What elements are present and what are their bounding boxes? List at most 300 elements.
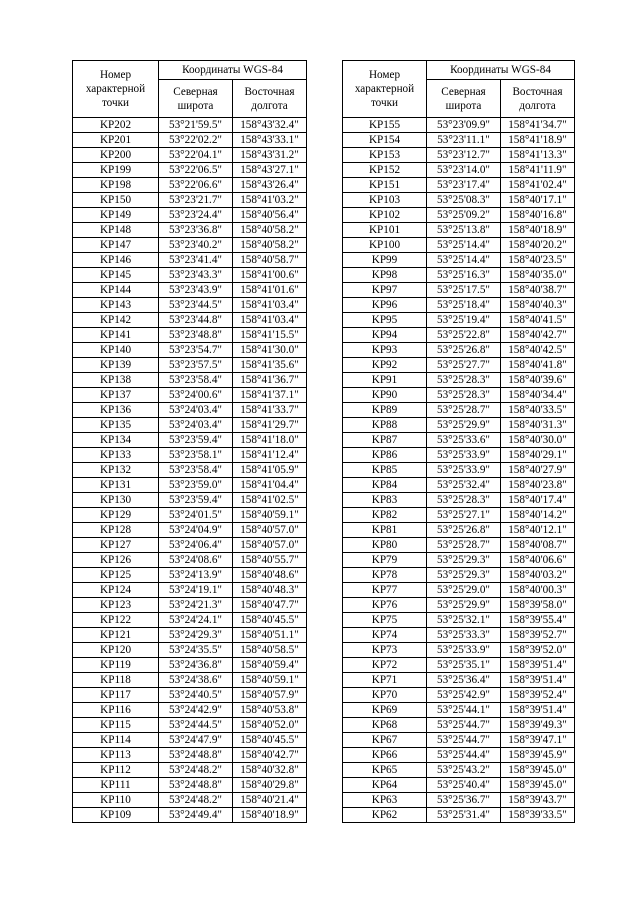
table-row xyxy=(343,298,575,313)
point-number-cell: KP149 xyxy=(73,208,159,223)
header-point-number: Номер характерной точки xyxy=(73,61,159,118)
east-longitude-cell: 158°40'52.0" xyxy=(233,718,307,733)
east-longitude-cell: 158°40'34.4" xyxy=(501,388,575,403)
point-number-cell: KP198 xyxy=(73,178,159,193)
point-number-cell: KP135 xyxy=(73,418,159,433)
point-number-cell: KP66 xyxy=(343,748,427,763)
point-number-cell: KP127 xyxy=(73,538,159,553)
table-row xyxy=(73,658,307,673)
north-latitude-cell: 53°25'26.8" xyxy=(427,343,501,358)
point-number-cell: KP96 xyxy=(343,298,427,313)
east-longitude-cell: 158°41'03.2" xyxy=(233,193,307,208)
table-row xyxy=(73,253,307,268)
east-longitude-cell: 158°40'47.7" xyxy=(233,598,307,613)
east-longitude-cell: 158°43'26.4" xyxy=(233,178,307,193)
point-number-cell: KP77 xyxy=(343,583,427,598)
point-number-cell: KP79 xyxy=(343,553,427,568)
east-longitude-cell: 158°40'30.0" xyxy=(501,433,575,448)
table-row xyxy=(73,268,307,283)
north-latitude-cell: 53°23'43.9" xyxy=(159,283,233,298)
table-row xyxy=(343,178,575,193)
east-longitude-cell: 158°39'43.7" xyxy=(501,793,575,808)
east-longitude-cell: 158°39'33.5" xyxy=(501,808,575,823)
east-longitude-cell: 158°40'16.8" xyxy=(501,208,575,223)
east-longitude-cell: 158°40'21.4" xyxy=(233,793,307,808)
point-number-cell: KP64 xyxy=(343,778,427,793)
point-number-cell: KP120 xyxy=(73,643,159,658)
north-latitude-cell: 53°25'27.1" xyxy=(427,508,501,523)
north-latitude-cell: 53°25'42.9" xyxy=(427,688,501,703)
header-coordinates: Координаты WGS-84 xyxy=(427,61,575,80)
north-latitude-cell: 53°25'29.3" xyxy=(427,553,501,568)
east-longitude-cell: 158°40'27.9" xyxy=(501,463,575,478)
table-row xyxy=(73,583,307,598)
table-row xyxy=(73,358,307,373)
east-longitude-cell: 158°40'29.1" xyxy=(501,448,575,463)
point-number-cell: KP124 xyxy=(73,583,159,598)
east-longitude-cell: 158°41'01.6" xyxy=(233,283,307,298)
east-longitude-cell: 158°40'12.1" xyxy=(501,523,575,538)
north-latitude-cell: 53°24'03.4" xyxy=(159,418,233,433)
east-longitude-cell: 158°43'27.1" xyxy=(233,163,307,178)
table-row xyxy=(343,493,575,508)
table-row xyxy=(343,418,575,433)
north-latitude-cell: 53°23'54.7" xyxy=(159,343,233,358)
east-longitude-cell: 158°40'48.6" xyxy=(233,568,307,583)
table-row xyxy=(73,133,307,148)
east-longitude-cell: 158°43'32.4" xyxy=(233,118,307,133)
point-number-cell: KP88 xyxy=(343,418,427,433)
point-number-cell: KP117 xyxy=(73,688,159,703)
north-latitude-cell: 53°25'44.7" xyxy=(427,718,501,733)
east-longitude-cell: 158°39'49.3" xyxy=(501,718,575,733)
table-row xyxy=(343,403,575,418)
point-number-cell: KP81 xyxy=(343,523,427,538)
east-longitude-cell: 158°40'23.5" xyxy=(501,253,575,268)
east-longitude-cell: 158°39'52.4" xyxy=(501,688,575,703)
north-latitude-cell: 53°25'18.4" xyxy=(427,298,501,313)
north-latitude-cell: 53°23'44.8" xyxy=(159,313,233,328)
point-number-cell: KP154 xyxy=(343,133,427,148)
north-latitude-cell: 53°24'48.8" xyxy=(159,778,233,793)
north-latitude-cell: 53°25'33.9" xyxy=(427,448,501,463)
point-number-cell: KP109 xyxy=(73,808,159,823)
point-number-cell: KP132 xyxy=(73,463,159,478)
east-longitude-cell: 158°39'45.0" xyxy=(501,763,575,778)
north-latitude-cell: 53°23'48.8" xyxy=(159,328,233,343)
table-row xyxy=(73,118,307,133)
table-row xyxy=(343,763,575,778)
east-longitude-cell: 158°41'34.7" xyxy=(501,118,575,133)
point-number-cell: KP122 xyxy=(73,613,159,628)
point-number-cell: KP103 xyxy=(343,193,427,208)
north-latitude-cell: 53°25'22.8" xyxy=(427,328,501,343)
east-longitude-cell: 158°40'29.8" xyxy=(233,778,307,793)
point-number-cell: KP199 xyxy=(73,163,159,178)
table-row xyxy=(73,373,307,388)
east-longitude-cell: 158°40'23.8" xyxy=(501,478,575,493)
east-longitude-cell: 158°39'51.4" xyxy=(501,703,575,718)
north-latitude-cell: 53°25'44.4" xyxy=(427,748,501,763)
east-longitude-cell: 158°40'18.9" xyxy=(501,223,575,238)
point-number-cell: KP131 xyxy=(73,478,159,493)
east-longitude-cell: 158°41'03.4" xyxy=(233,298,307,313)
header-point-number: Номер характерной точки xyxy=(343,61,427,118)
east-longitude-cell: 158°39'51.4" xyxy=(501,658,575,673)
point-number-cell: KP141 xyxy=(73,328,159,343)
point-number-cell: KP128 xyxy=(73,523,159,538)
east-longitude-cell: 158°40'59.4" xyxy=(233,658,307,673)
point-number-cell: KP137 xyxy=(73,388,159,403)
north-latitude-cell: 53°24'38.6" xyxy=(159,673,233,688)
point-number-cell: KP142 xyxy=(73,313,159,328)
table-row xyxy=(343,163,575,178)
table-row xyxy=(343,358,575,373)
east-longitude-cell: 158°40'58.2" xyxy=(233,238,307,253)
north-latitude-cell: 53°25'33.9" xyxy=(427,463,501,478)
table-row xyxy=(343,523,575,538)
north-latitude-cell: 53°24'49.4" xyxy=(159,808,233,823)
table-row xyxy=(343,373,575,388)
north-latitude-cell: 53°25'31.4" xyxy=(427,808,501,823)
north-latitude-cell: 53°25'16.3" xyxy=(427,268,501,283)
header-north-latitude: Северная широта xyxy=(159,80,233,118)
table-row xyxy=(73,328,307,343)
table-row xyxy=(73,478,307,493)
east-longitude-cell: 158°43'33.1" xyxy=(233,133,307,148)
table-row xyxy=(73,643,307,658)
east-longitude-cell: 158°40'08.7" xyxy=(501,538,575,553)
table-row xyxy=(73,688,307,703)
point-number-cell: KP102 xyxy=(343,208,427,223)
east-longitude-cell: 158°40'32.8" xyxy=(233,763,307,778)
north-latitude-cell: 53°24'48.2" xyxy=(159,793,233,808)
north-latitude-cell: 53°24'00.6" xyxy=(159,388,233,403)
table-row xyxy=(73,343,307,358)
point-number-cell: KP83 xyxy=(343,493,427,508)
north-latitude-cell: 53°25'44.1" xyxy=(427,703,501,718)
table-row xyxy=(73,283,307,298)
north-latitude-cell: 53°25'26.8" xyxy=(427,523,501,538)
north-latitude-cell: 53°25'28.3" xyxy=(427,388,501,403)
point-number-cell: KP155 xyxy=(343,118,427,133)
north-latitude-cell: 53°22'06.5" xyxy=(159,163,233,178)
east-longitude-cell: 158°40'45.5" xyxy=(233,613,307,628)
east-longitude-cell: 158°40'38.7" xyxy=(501,283,575,298)
table-row xyxy=(343,808,575,823)
north-latitude-cell: 53°25'13.8" xyxy=(427,223,501,238)
point-number-cell: KP121 xyxy=(73,628,159,643)
north-latitude-cell: 53°22'06.6" xyxy=(159,178,233,193)
north-latitude-cell: 53°23'12.7" xyxy=(427,148,501,163)
north-latitude-cell: 53°25'28.3" xyxy=(427,373,501,388)
point-number-cell: KP69 xyxy=(343,703,427,718)
point-number-cell: KP113 xyxy=(73,748,159,763)
point-number-cell: KP115 xyxy=(73,718,159,733)
point-number-cell: KP139 xyxy=(73,358,159,373)
north-latitude-cell: 53°23'43.3" xyxy=(159,268,233,283)
east-longitude-cell: 158°40'20.2" xyxy=(501,238,575,253)
table-row xyxy=(343,658,575,673)
north-latitude-cell: 53°25'19.4" xyxy=(427,313,501,328)
point-number-cell: KP151 xyxy=(343,178,427,193)
east-longitude-cell: 158°40'31.3" xyxy=(501,418,575,433)
table-row xyxy=(73,613,307,628)
east-longitude-cell: 158°40'59.1" xyxy=(233,508,307,523)
point-number-cell: KP101 xyxy=(343,223,427,238)
east-longitude-cell: 158°40'48.3" xyxy=(233,583,307,598)
table-row xyxy=(73,448,307,463)
north-latitude-cell: 53°25'14.4" xyxy=(427,253,501,268)
east-longitude-cell: 158°41'35.6" xyxy=(233,358,307,373)
north-latitude-cell: 53°25'32.4" xyxy=(427,478,501,493)
point-number-cell: KP112 xyxy=(73,763,159,778)
east-longitude-cell: 158°41'11.9" xyxy=(501,163,575,178)
table-row xyxy=(343,748,575,763)
north-latitude-cell: 53°25'36.4" xyxy=(427,673,501,688)
east-longitude-cell: 158°41'12.4" xyxy=(233,448,307,463)
north-latitude-cell: 53°25'08.3" xyxy=(427,193,501,208)
table-row xyxy=(73,388,307,403)
point-number-cell: KP100 xyxy=(343,238,427,253)
north-latitude-cell: 53°23'36.8" xyxy=(159,223,233,238)
east-longitude-cell: 158°41'30.0" xyxy=(233,343,307,358)
point-number-cell: KP90 xyxy=(343,388,427,403)
east-longitude-cell: 158°40'39.6" xyxy=(501,373,575,388)
header-coordinates: Координаты WGS-84 xyxy=(159,61,307,80)
point-number-cell: KP72 xyxy=(343,658,427,673)
east-longitude-cell: 158°41'33.7" xyxy=(233,403,307,418)
table-row xyxy=(343,193,575,208)
east-longitude-cell: 158°40'58.7" xyxy=(233,253,307,268)
table-row xyxy=(73,628,307,643)
table-row xyxy=(73,553,307,568)
north-latitude-cell: 53°24'40.5" xyxy=(159,688,233,703)
east-longitude-cell: 158°40'14.2" xyxy=(501,508,575,523)
north-latitude-cell: 53°25'44.7" xyxy=(427,733,501,748)
table-row xyxy=(343,583,575,598)
table-row xyxy=(343,643,575,658)
point-number-cell: KP67 xyxy=(343,733,427,748)
east-longitude-cell: 158°40'17.1" xyxy=(501,193,575,208)
east-longitude-cell: 158°40'03.2" xyxy=(501,568,575,583)
east-longitude-cell: 158°39'51.4" xyxy=(501,673,575,688)
point-number-cell: KP73 xyxy=(343,643,427,658)
north-latitude-cell: 53°24'24.1" xyxy=(159,613,233,628)
table-row xyxy=(73,163,307,178)
point-number-cell: KP74 xyxy=(343,628,427,643)
north-latitude-cell: 53°23'21.7" xyxy=(159,193,233,208)
table-row xyxy=(343,718,575,733)
point-number-cell: KP147 xyxy=(73,238,159,253)
point-number-cell: KP99 xyxy=(343,253,427,268)
header-north-latitude: Северная широта xyxy=(427,80,501,118)
east-longitude-cell: 158°41'36.7" xyxy=(233,373,307,388)
north-latitude-cell: 53°22'04.1" xyxy=(159,148,233,163)
table-body-left xyxy=(73,118,307,823)
coordinates-table-left xyxy=(72,60,307,823)
north-latitude-cell: 53°25'28.7" xyxy=(427,403,501,418)
table-row xyxy=(73,778,307,793)
point-number-cell: KP129 xyxy=(73,508,159,523)
table-row xyxy=(73,733,307,748)
north-latitude-cell: 53°24'35.5" xyxy=(159,643,233,658)
table-row xyxy=(73,208,307,223)
point-number-cell: KP91 xyxy=(343,373,427,388)
table-row xyxy=(343,283,575,298)
table-row xyxy=(343,733,575,748)
point-number-cell: KP150 xyxy=(73,193,159,208)
table-row xyxy=(343,568,575,583)
east-longitude-cell: 158°40'41.5" xyxy=(501,313,575,328)
point-number-cell: KP68 xyxy=(343,718,427,733)
east-longitude-cell: 158°40'51.1" xyxy=(233,628,307,643)
table-row xyxy=(343,598,575,613)
table-row xyxy=(343,238,575,253)
point-number-cell: KP98 xyxy=(343,268,427,283)
north-latitude-cell: 53°22'02.2" xyxy=(159,133,233,148)
east-longitude-cell: 158°39'47.1" xyxy=(501,733,575,748)
north-latitude-cell: 53°25'29.9" xyxy=(427,598,501,613)
point-number-cell: KP114 xyxy=(73,733,159,748)
point-number-cell: KP202 xyxy=(73,118,159,133)
east-longitude-cell: 158°40'55.7" xyxy=(233,553,307,568)
point-number-cell: KP70 xyxy=(343,688,427,703)
table-row xyxy=(343,313,575,328)
north-latitude-cell: 53°24'47.9" xyxy=(159,733,233,748)
table-row xyxy=(73,193,307,208)
east-longitude-cell: 158°41'00.6" xyxy=(233,268,307,283)
east-longitude-cell: 158°41'15.5" xyxy=(233,328,307,343)
table-row xyxy=(343,538,575,553)
table-row xyxy=(343,118,575,133)
point-number-cell: KP140 xyxy=(73,343,159,358)
east-longitude-cell: 158°41'13.3" xyxy=(501,148,575,163)
east-longitude-cell: 158°40'56.4" xyxy=(233,208,307,223)
table-row xyxy=(73,433,307,448)
east-longitude-cell: 158°39'45.0" xyxy=(501,778,575,793)
east-longitude-cell: 158°41'18.9" xyxy=(501,133,575,148)
north-latitude-cell: 53°24'29.3" xyxy=(159,628,233,643)
north-latitude-cell: 53°24'06.4" xyxy=(159,538,233,553)
east-longitude-cell: 158°40'57.0" xyxy=(233,523,307,538)
east-longitude-cell: 158°39'52.0" xyxy=(501,643,575,658)
table-row xyxy=(73,568,307,583)
north-latitude-cell: 53°23'58.4" xyxy=(159,463,233,478)
point-number-cell: KP110 xyxy=(73,793,159,808)
point-number-cell: KP119 xyxy=(73,658,159,673)
east-longitude-cell: 158°41'02.5" xyxy=(233,493,307,508)
east-longitude-cell: 158°40'00.3" xyxy=(501,583,575,598)
header-east-longitude: Восточная долгота xyxy=(233,80,307,118)
table-row xyxy=(343,463,575,478)
point-number-cell: KP89 xyxy=(343,403,427,418)
table-row xyxy=(73,418,307,433)
north-latitude-cell: 53°23'58.4" xyxy=(159,373,233,388)
east-longitude-cell: 158°40'35.0" xyxy=(501,268,575,283)
east-longitude-cell: 158°40'40.3" xyxy=(501,298,575,313)
point-number-cell: KP201 xyxy=(73,133,159,148)
point-number-cell: KP87 xyxy=(343,433,427,448)
point-number-cell: KP146 xyxy=(73,253,159,268)
east-longitude-cell: 158°41'05.9" xyxy=(233,463,307,478)
point-number-cell: KP133 xyxy=(73,448,159,463)
east-longitude-cell: 158°40'42.7" xyxy=(501,328,575,343)
north-latitude-cell: 53°25'28.3" xyxy=(427,493,501,508)
north-latitude-cell: 53°23'41.4" xyxy=(159,253,233,268)
east-longitude-cell: 158°41'04.4" xyxy=(233,478,307,493)
point-number-cell: KP71 xyxy=(343,673,427,688)
north-latitude-cell: 53°24'21.3" xyxy=(159,598,233,613)
table-row xyxy=(73,538,307,553)
north-latitude-cell: 53°24'42.9" xyxy=(159,703,233,718)
east-longitude-cell: 158°39'55.4" xyxy=(501,613,575,628)
point-number-cell: KP80 xyxy=(343,538,427,553)
north-latitude-cell: 53°24'48.2" xyxy=(159,763,233,778)
east-longitude-cell: 158°41'02.4" xyxy=(501,178,575,193)
table-row xyxy=(73,703,307,718)
table-row xyxy=(343,208,575,223)
north-latitude-cell: 53°24'13.9" xyxy=(159,568,233,583)
table-row xyxy=(73,763,307,778)
north-latitude-cell: 53°24'36.8" xyxy=(159,658,233,673)
north-latitude-cell: 53°23'17.4" xyxy=(427,178,501,193)
east-longitude-cell: 158°40'18.9" xyxy=(233,808,307,823)
east-longitude-cell: 158°40'33.5" xyxy=(501,403,575,418)
point-number-cell: KP111 xyxy=(73,778,159,793)
north-latitude-cell: 53°23'59.4" xyxy=(159,433,233,448)
east-longitude-cell: 158°40'17.4" xyxy=(501,493,575,508)
point-number-cell: KP65 xyxy=(343,763,427,778)
north-latitude-cell: 53°23'09.9" xyxy=(427,118,501,133)
table-row xyxy=(343,793,575,808)
point-number-cell: KP116 xyxy=(73,703,159,718)
table-row xyxy=(73,673,307,688)
east-longitude-cell: 158°41'18.0" xyxy=(233,433,307,448)
north-latitude-cell: 53°23'14.0" xyxy=(427,163,501,178)
point-number-cell: KP97 xyxy=(343,283,427,298)
table-row xyxy=(73,808,307,823)
east-longitude-cell: 158°40'59.1" xyxy=(233,673,307,688)
table-row xyxy=(343,328,575,343)
table-row xyxy=(343,553,575,568)
east-longitude-cell: 158°40'42.5" xyxy=(501,343,575,358)
point-number-cell: KP130 xyxy=(73,493,159,508)
table-row xyxy=(343,628,575,643)
point-number-cell: KP86 xyxy=(343,448,427,463)
east-longitude-cell: 158°40'58.2" xyxy=(233,223,307,238)
table-row xyxy=(73,748,307,763)
north-latitude-cell: 53°23'59.4" xyxy=(159,493,233,508)
table-row xyxy=(73,238,307,253)
point-number-cell: KP95 xyxy=(343,313,427,328)
north-latitude-cell: 53°25'28.7" xyxy=(427,538,501,553)
point-number-cell: KP200 xyxy=(73,148,159,163)
east-longitude-cell: 158°40'58.5" xyxy=(233,643,307,658)
table-row xyxy=(343,778,575,793)
table-row xyxy=(343,613,575,628)
east-longitude-cell: 158°40'45.5" xyxy=(233,733,307,748)
table-row xyxy=(73,598,307,613)
point-number-cell: KP63 xyxy=(343,793,427,808)
east-longitude-cell: 158°39'58.0" xyxy=(501,598,575,613)
north-latitude-cell: 53°23'44.5" xyxy=(159,298,233,313)
table-row xyxy=(343,268,575,283)
point-number-cell: KP134 xyxy=(73,433,159,448)
east-longitude-cell: 158°41'03.4" xyxy=(233,313,307,328)
north-latitude-cell: 53°25'36.7" xyxy=(427,793,501,808)
north-latitude-cell: 53°23'58.1" xyxy=(159,448,233,463)
